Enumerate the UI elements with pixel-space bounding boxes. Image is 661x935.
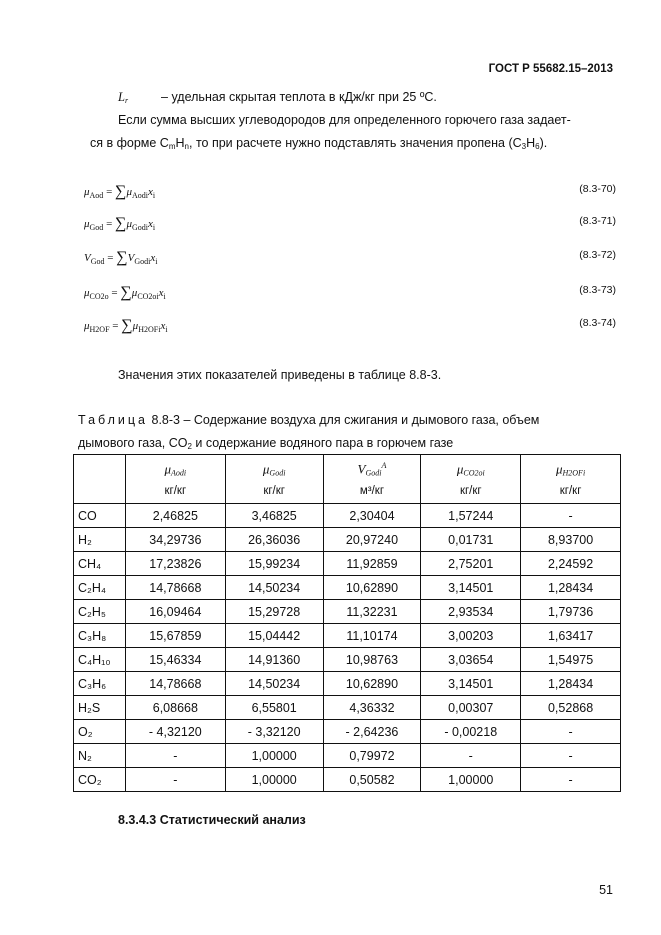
eq-lhs-sub: Aod (89, 191, 104, 200)
eq-lhs: μ (84, 320, 90, 332)
value-cell: 14,78668 (125, 672, 225, 696)
eq-x-sub: i (152, 223, 156, 232)
table-row (74, 696, 621, 720)
column-symbol (327, 461, 418, 477)
equation-number: (8.3-73) (579, 284, 616, 296)
column-symbol (229, 461, 320, 477)
value-cell: 0,52868 (521, 696, 621, 720)
value-cell: 15,46334 (125, 648, 225, 672)
value-cell: 3,00203 (421, 624, 521, 648)
table-header-cell (225, 455, 323, 504)
paragraph-line2 (90, 132, 613, 158)
gas-cell: CO (74, 504, 126, 528)
value-cell: - 3,32120 (225, 720, 323, 744)
equation-formula: $V_{God} = \sum V_{Godi}x_i$ (84, 249, 158, 266)
table-row (74, 648, 621, 672)
column-symbol-sup: A (381, 460, 387, 470)
equation-row (84, 317, 616, 337)
document-header: ГОСТ Р 55682.15–2013 (488, 63, 613, 75)
eq-lhs-sub: God (89, 223, 104, 232)
value-cell: 6,08668 (125, 696, 225, 720)
value-cell: 3,46825 (225, 504, 323, 528)
value-cell: 3,14501 (421, 672, 521, 696)
equation-formula: $\mu_{CO2o} = \sum\mu_{CO2oi}x_i$ (84, 284, 166, 301)
table-header-cell (323, 455, 421, 504)
value-cell: 1,28434 (521, 576, 621, 600)
eq-lhs: μ (84, 186, 90, 198)
equation-row (84, 284, 616, 304)
value-cell: 1,00000 (225, 768, 323, 792)
value-cell: - 4,32120 (125, 720, 225, 744)
table-row (74, 600, 621, 624)
equation-formula: $\mu_{God} = \sum\mu_{Godi}x_i$ (84, 215, 156, 232)
sum-symbol: ∑ (120, 284, 132, 301)
gas-cell: C₄H₁₀ (74, 648, 126, 672)
column-symbol (524, 461, 617, 477)
sum-symbol: ∑ (121, 317, 133, 334)
column-unit: кг/кг (459, 485, 482, 498)
value-cell: - (521, 768, 621, 792)
table-row (74, 528, 621, 552)
equation-number: (8.3-72) (579, 249, 616, 261)
page-number: 51 (599, 883, 613, 897)
value-cell: 0,79972 (323, 744, 421, 768)
equation-row (84, 183, 616, 203)
paragraph-text-d: H (526, 136, 536, 150)
eq-lhs: V (84, 252, 91, 264)
paragraph-text-c: , то при расчете нужно подставлять значения пропена (C (189, 136, 522, 150)
paragraph-sub-6: 6 (535, 142, 540, 151)
table-row (74, 768, 621, 792)
column-symbol-sub: Aodi (171, 468, 187, 478)
table-caption-sub: 2 (187, 442, 192, 451)
gas-cell: CO₂ (74, 768, 126, 792)
equation-formula: $\mu_{H2OF} = \sum\mu_{H2OFi}x_i$ (84, 317, 168, 334)
eq-x: x (147, 218, 153, 230)
value-cell: 10,62890 (323, 672, 421, 696)
eq-rhs-sub: Godi (131, 223, 148, 232)
eq-x-sub: i (152, 191, 156, 200)
paragraph-text-b: H (175, 136, 185, 150)
eq-rhs: V (127, 252, 135, 264)
sum-symbol: ∑ (115, 215, 127, 232)
column-symbol-main: μ (262, 461, 270, 477)
eq-rhs-sub: Aodi (131, 191, 148, 200)
eq-x: x (158, 287, 164, 299)
value-cell: 8,93700 (521, 528, 621, 552)
table-caption-line2a: дымового газа, CO (78, 436, 188, 450)
eq-x-sub: i (163, 292, 166, 301)
gas-cell: C₃H₈ (74, 624, 126, 648)
sum-symbol: ∑ (116, 249, 128, 266)
value-cell: 1,54975 (521, 648, 621, 672)
paragraph-text-a: ся в форме C (90, 136, 169, 150)
definition-symbol-sub: r (124, 96, 129, 105)
value-cell: 14,91360 (225, 648, 323, 672)
eq-lhs-sub: God (90, 257, 105, 266)
value-cell: 6,55801 (225, 696, 323, 720)
column-symbol-sub: Godi (269, 468, 286, 478)
gas-cell: H₂ (74, 528, 126, 552)
table-caption-line2b: и содержание водяного пара в горючем газе (191, 436, 454, 450)
value-cell: - 0,00218 (421, 720, 521, 744)
value-cell: - (125, 744, 225, 768)
value-cell: 1,63417 (521, 624, 621, 648)
value-cell: 26,36036 (225, 528, 323, 552)
value-cell: - (521, 504, 621, 528)
eq-x: x (160, 320, 166, 332)
eq-lhs: μ (84, 287, 90, 299)
value-cell: 20,97240 (323, 528, 421, 552)
value-cell: 10,62890 (323, 576, 421, 600)
value-cell: 0,00307 (421, 696, 521, 720)
equation-formula: $\mu_{Aod} = \sum\mu_{Aodi}x_i$ (84, 183, 156, 200)
column-symbol (129, 461, 222, 477)
eq-rhs-sub: CO2oi (137, 292, 159, 301)
table-row (74, 720, 621, 744)
gas-cell: H₂S (74, 696, 126, 720)
eq-x-sub: i (155, 257, 158, 266)
value-cell: 1,57244 (421, 504, 521, 528)
table-row (74, 552, 621, 576)
column-symbol-sub: H2OFi (562, 468, 586, 478)
column-symbol-main: μ (555, 461, 563, 477)
eq-rhs: μ (126, 218, 132, 230)
definition-text: – удельная скрытая теплота в кДж/кг при 25 ºС. (161, 90, 437, 104)
value-cell: 3,03654 (421, 648, 521, 672)
gas-cell: CH₄ (74, 552, 126, 576)
column-unit: м³/кг (359, 485, 385, 498)
table-header-empty (74, 455, 126, 504)
column-symbol-main: μ (456, 461, 464, 477)
table-body (74, 504, 621, 792)
column-symbol-sub: CO2oi (463, 468, 485, 478)
eq-rhs: μ (126, 186, 132, 198)
value-cell: - (125, 768, 225, 792)
column-unit: кг/кг (559, 485, 582, 498)
gas-cell: C₃H₆ (74, 672, 126, 696)
equation-number: (8.3-71) (579, 215, 616, 227)
table-row (74, 672, 621, 696)
column-unit: кг/кг (164, 485, 187, 498)
value-cell: 16,09464 (125, 600, 225, 624)
table-row (74, 744, 621, 768)
value-cell: - 2,64236 (323, 720, 421, 744)
eq-lhs-sub: H2OF (89, 325, 110, 334)
eq-rhs: μ (132, 320, 139, 332)
equation-number: (8.3-74) (579, 317, 616, 329)
paragraph-sub-n: n (184, 142, 189, 151)
definition-symbol: L (118, 90, 125, 104)
column-symbol-main: V (357, 461, 366, 477)
table-caption-label: Таблица (78, 413, 149, 427)
equation-number: (8.3-70) (579, 183, 616, 195)
value-cell: 34,29736 (125, 528, 225, 552)
eq-rhs: μ (131, 287, 138, 299)
eq-x-sub: i (165, 325, 168, 334)
value-cell: 4,36332 (323, 696, 421, 720)
table-row (74, 504, 621, 528)
paragraph-sub-3: 3 (521, 142, 527, 151)
table-header-cell (521, 455, 621, 504)
table-row (74, 624, 621, 648)
value-cell: 11,92859 (323, 552, 421, 576)
value-cell: - (521, 744, 621, 768)
value-cell: 1,00000 (421, 768, 521, 792)
gas-cell: N₂ (74, 744, 126, 768)
data-table (73, 454, 621, 792)
value-cell: 15,04442 (225, 624, 323, 648)
column-unit: кг/кг (263, 485, 285, 498)
gas-cell: O₂ (74, 720, 126, 744)
eq-rhs-sub: Godi (134, 257, 151, 266)
eq-lhs-sub: CO2o (89, 292, 109, 301)
value-cell: 15,99234 (225, 552, 323, 576)
value-cell: 15,29728 (225, 600, 323, 624)
value-cell: 1,28434 (521, 672, 621, 696)
eq-x: x (150, 252, 156, 264)
value-cell: 15,67859 (125, 624, 225, 648)
value-cell: 2,24592 (521, 552, 621, 576)
value-cell: 0,50582 (323, 768, 421, 792)
paragraph-text-e: ). (539, 136, 548, 150)
table-row (74, 576, 621, 600)
value-cell: 2,30404 (323, 504, 421, 528)
value-cell: - (421, 744, 521, 768)
eq-lhs: μ (84, 218, 90, 230)
value-cell: 14,78668 (125, 576, 225, 600)
value-cell: 2,93534 (421, 600, 521, 624)
value-cell: 1,79736 (521, 600, 621, 624)
value-cell: 11,10174 (323, 624, 421, 648)
eq-x: x (147, 186, 153, 198)
value-cell: 0,01731 (421, 528, 521, 552)
value-cell: 10,98763 (323, 648, 421, 672)
value-cell: 2,46825 (125, 504, 225, 528)
value-cell: 17,23826 (125, 552, 225, 576)
value-cell: 14,50234 (225, 672, 323, 696)
value-cell: 3,14501 (421, 576, 521, 600)
gas-cell: C₂H₄ (74, 576, 126, 600)
table-header-cell (125, 455, 225, 504)
sum-symbol: ∑ (115, 183, 127, 200)
table-header-row (74, 455, 621, 504)
column-symbol-sub: Godi (365, 468, 382, 478)
value-cell: 1,00000 (225, 744, 323, 768)
table-header-cell (421, 455, 521, 504)
table-caption (78, 409, 638, 458)
paragraph-sub-m: m (168, 142, 176, 151)
value-cell: - (521, 720, 621, 744)
value-cell: 14,50234 (225, 576, 323, 600)
value-cell: 2,75201 (421, 552, 521, 576)
equation-row (84, 215, 616, 235)
column-symbol (424, 461, 517, 477)
column-symbol-main: μ (164, 461, 172, 477)
section-heading: 8.3.4.3 Статистический анализ (118, 813, 306, 827)
table-caption-line1: 8.8-3 – Содержание воздуха для сжигания и дымового газа, объем (148, 413, 540, 427)
paragraph-line1: Если сумма высших углеводородов для определенного горючего газа задает- (118, 113, 571, 127)
equation-row (84, 249, 616, 269)
value-cell: 11,32231 (323, 600, 421, 624)
values-sentence: Значения этих показателей приведены в таблице 8.8-3. (118, 368, 442, 382)
eq-rhs-sub: H2OFi (138, 325, 161, 334)
gas-cell: C₂H₅ (74, 600, 126, 624)
